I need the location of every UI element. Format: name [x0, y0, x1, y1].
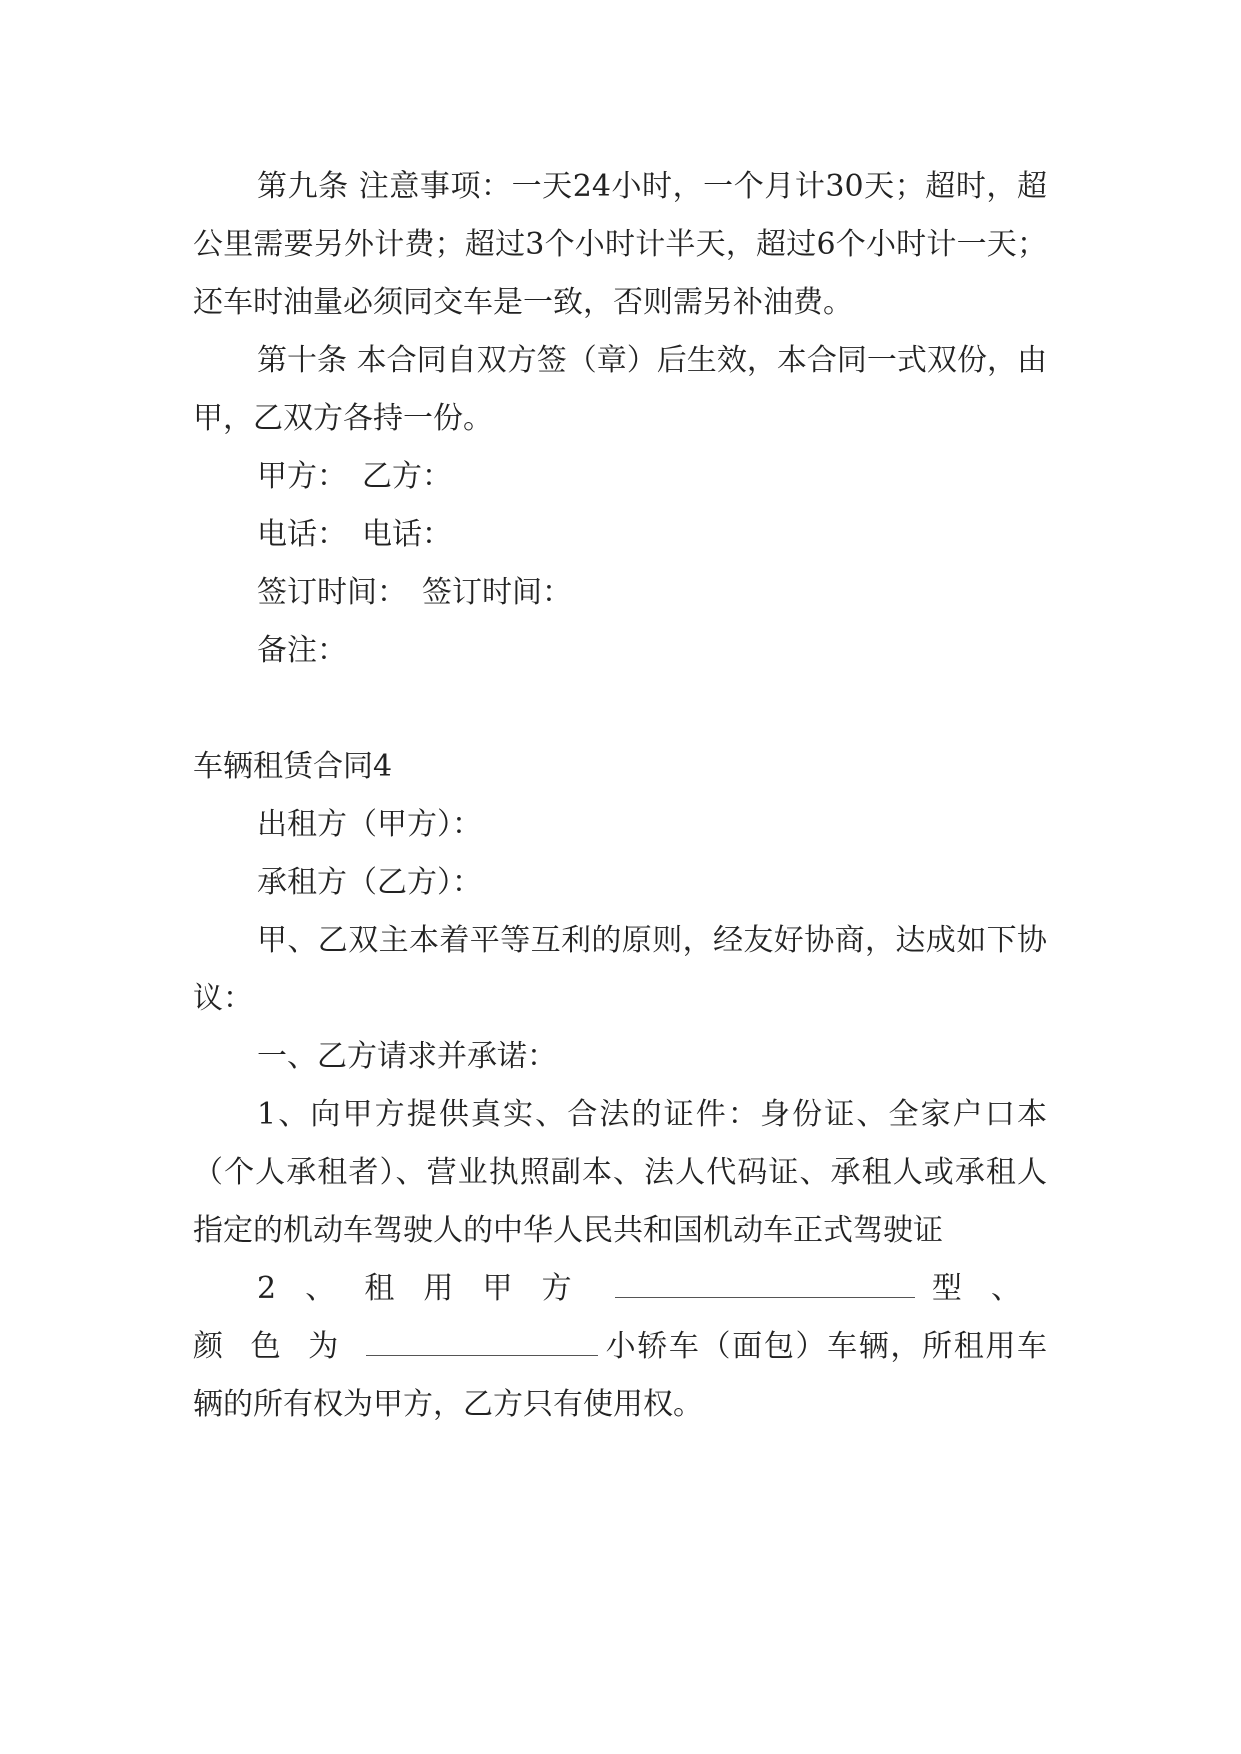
section-gap — [193, 680, 1047, 738]
item-2-suffix: 小轿车（面包）车辆，所租用车辆的所有权为甲方，乙方只有使用权。 — [193, 1329, 1048, 1422]
document-page — [193, 158, 1047, 1434]
signature-phone-line: 电话： 电话： — [257, 517, 452, 552]
intro-paragraph: 甲、乙双主本着平等互利的原则，经友好协商，达成如下协议： — [193, 923, 1047, 1016]
article-9: 第九条 注意事项：一天24小时，一个月计30天；超时，超公里需要另外计费；超过3个小时计半天，超过6个小时计一天；还车时油量必须同交车是一致，否则需另补油费。 — [193, 169, 1047, 320]
color-blank — [366, 1321, 598, 1356]
remark-line: 备注： — [257, 633, 347, 668]
item-2-middle: 型、颜色为 — [193, 1271, 1048, 1364]
signature-date-line: 签订时间： 签订时间： — [257, 575, 572, 610]
lessee-line: 承租方（乙方）： — [257, 865, 482, 900]
signature-party-line: 甲方： 乙方： — [257, 459, 452, 494]
model-blank — [615, 1263, 915, 1298]
contract-title: 车辆租赁合同4 — [193, 749, 393, 784]
article-10: 第十条 本合同自双方签（章）后生效，本合同一式双份，由甲，乙双方各持一份。 — [193, 343, 1047, 436]
item-2 — [193, 1260, 1047, 1434]
item-1: 1、向甲方提供真实、合法的证件：身份证、全家户口本（个人承租者）、营业执照副本、法人代码证、承租人或承租人指定的机动车驾驶人的中华人民共和国机动车正式驾驶证 — [193, 1097, 1047, 1248]
lessor-line: 出租方（甲方）： — [257, 807, 482, 842]
item-2-prefix: 2、租用甲方 — [257, 1271, 601, 1306]
section-1-heading: 一、乙方请求并承诺： — [257, 1039, 557, 1074]
